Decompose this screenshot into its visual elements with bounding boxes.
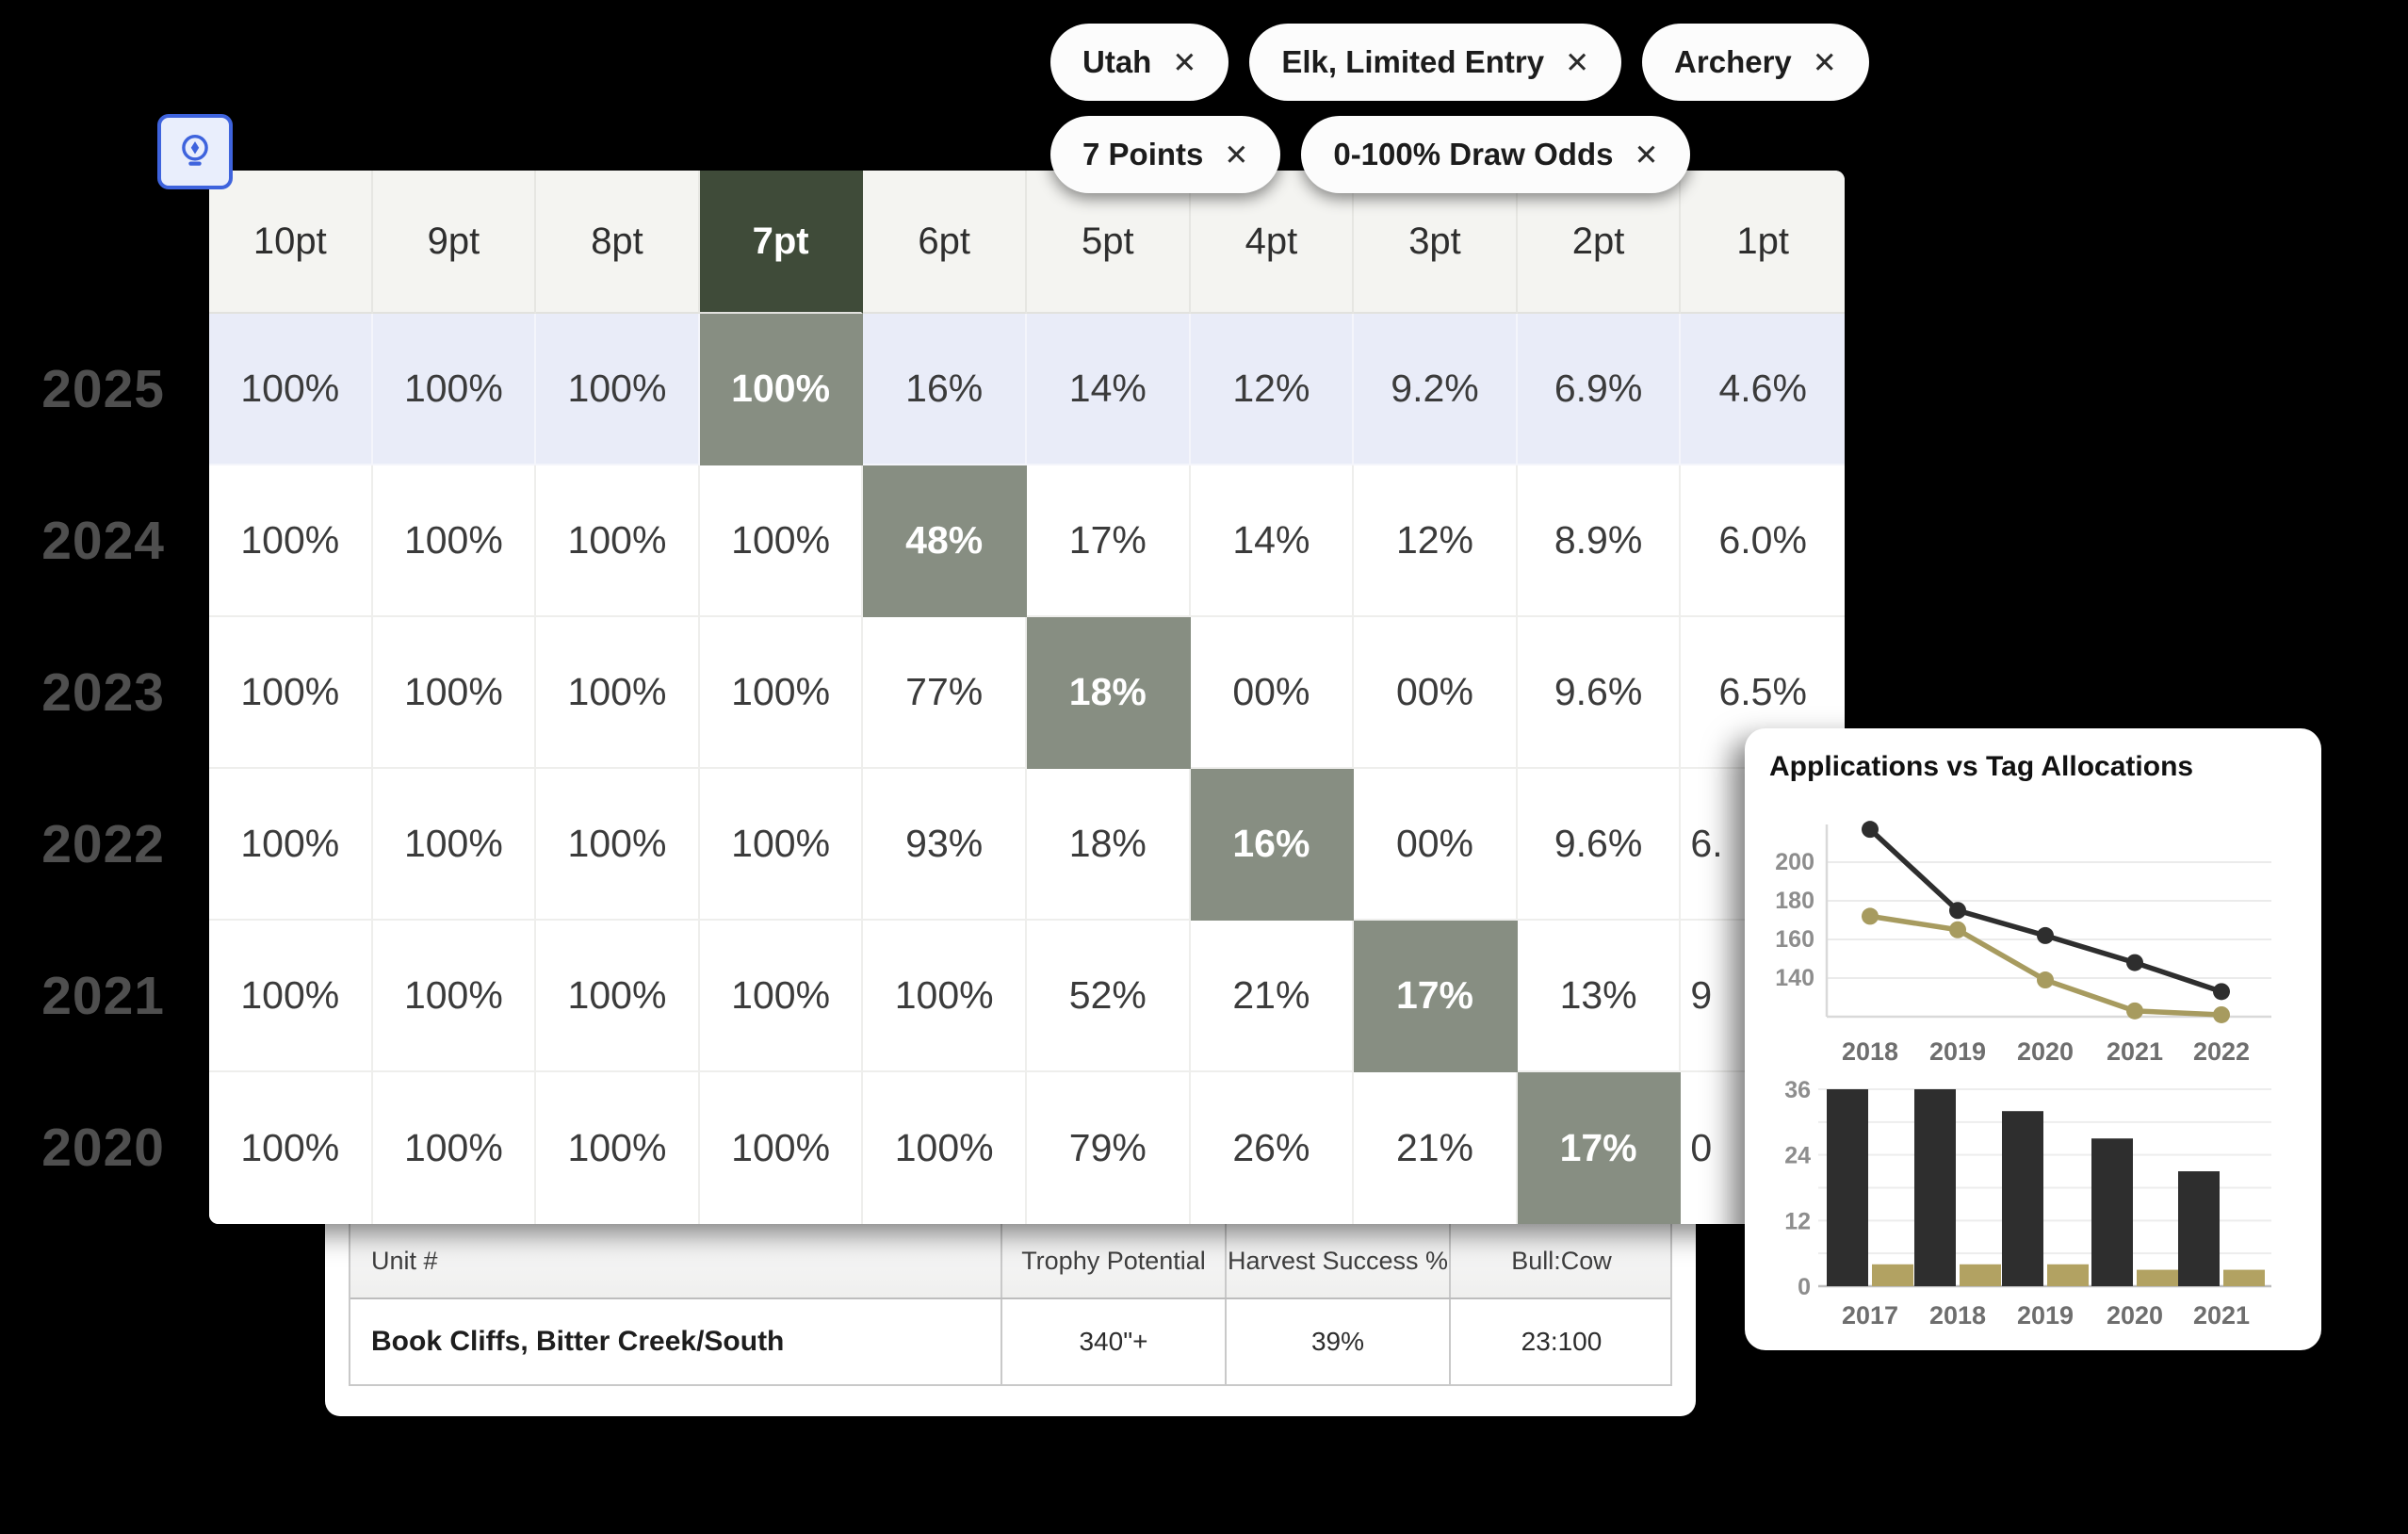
svg-text:2019: 2019 [2016, 1301, 2074, 1330]
points-column-header[interactable]: 10pt [209, 171, 373, 314]
draw-odds-cell[interactable]: 100% [209, 921, 373, 1072]
draw-odds-cell[interactable]: 100% [536, 465, 700, 617]
unit-table-cell: 340"+ [1001, 1299, 1225, 1384]
draw-odds-cell[interactable]: 00% [1354, 769, 1518, 921]
svg-text:2021: 2021 [2106, 1037, 2164, 1066]
draw-odds-cell[interactable]: 18% [1027, 769, 1191, 921]
draw-odds-cell[interactable]: 48% [863, 465, 1027, 617]
draw-odds-cell[interactable]: 93% [863, 769, 1027, 921]
insights-button[interactable] [157, 114, 233, 189]
draw-odds-cell[interactable]: 77% [863, 617, 1027, 769]
draw-odds-row [209, 465, 1845, 617]
year-label: 2020 [41, 1118, 165, 1178]
points-column-header[interactable]: 8pt [536, 171, 700, 314]
points-column-header[interactable]: 1pt [1681, 171, 1845, 314]
unit-table-column-header: Trophy Potential [1001, 1224, 1225, 1297]
draw-odds-cell[interactable]: 14% [1027, 314, 1191, 465]
draw-odds-cell[interactable]: 00% [1354, 617, 1518, 769]
draw-odds-cell[interactable]: 16% [1191, 769, 1355, 921]
points-column-header[interactable]: 9pt [373, 171, 537, 314]
draw-odds-cell[interactable]: 6.5% [1681, 617, 1845, 769]
svg-text:12: 12 [1784, 1208, 1811, 1235]
draw-odds-cell[interactable]: 6.9% [1518, 314, 1682, 465]
unit-table-cell: 23:100 [1449, 1299, 1672, 1384]
draw-odds-cell[interactable]: 18% [1027, 617, 1191, 769]
svg-text:140: 140 [1775, 965, 1814, 991]
draw-odds-row [209, 769, 1845, 921]
filter-chip[interactable] [1050, 24, 1228, 101]
svg-text:36: 36 [1784, 1076, 1811, 1103]
year-label: 2023 [41, 662, 165, 723]
unit-table-column-header: Bull:Cow [1449, 1224, 1672, 1297]
unit-table-cell: 39% [1225, 1299, 1449, 1384]
unit-table-header [350, 1224, 1670, 1299]
remove-filter-icon[interactable]: ✕ [1634, 138, 1659, 171]
draw-odds-cell[interactable]: 21% [1191, 921, 1355, 1072]
draw-odds-cell[interactable]: 100% [700, 769, 864, 921]
svg-text:2020: 2020 [2106, 1301, 2164, 1330]
draw-odds-cell[interactable]: 17% [1518, 1072, 1682, 1224]
filter-chip-label: Utah [1082, 44, 1152, 79]
filter-chip-label: Archery [1674, 44, 1792, 79]
bar-chart [1750, 1063, 2293, 1341]
filter-chip[interactable] [1249, 24, 1621, 101]
year-label: 2022 [41, 814, 165, 874]
filter-chip-label: 7 Points [1082, 137, 1204, 171]
points-column-header[interactable]: 5pt [1027, 171, 1191, 314]
filter-chip-row [1050, 24, 1869, 101]
draw-odds-cell[interactable]: 100% [373, 1072, 537, 1224]
draw-odds-cell[interactable]: 6. [1681, 769, 1845, 921]
draw-odds-cell[interactable]: 17% [1027, 465, 1191, 617]
draw-odds-cell[interactable]: 6.0% [1681, 465, 1845, 617]
draw-odds-cell[interactable]: 100% [373, 465, 537, 617]
svg-text:0: 0 [1798, 1274, 1811, 1300]
draw-odds-row [209, 1072, 1845, 1224]
svg-text:2021: 2021 [2192, 1301, 2251, 1330]
draw-odds-cell[interactable]: 100% [373, 314, 537, 465]
draw-odds-cell[interactable]: 100% [536, 314, 700, 465]
year-label: 2025 [41, 359, 165, 419]
draw-odds-cell[interactable]: 17% [1354, 921, 1518, 1072]
draw-odds-cell[interactable]: 12% [1191, 314, 1355, 465]
points-column-header[interactable]: 7pt [700, 171, 864, 314]
draw-odds-cell[interactable]: 100% [209, 314, 373, 465]
lightbulb-icon [173, 130, 217, 173]
draw-odds-cell[interactable]: 9.6% [1518, 769, 1682, 921]
draw-odds-cell[interactable]: 9.2% [1354, 314, 1518, 465]
filter-chip[interactable] [1301, 116, 1690, 193]
draw-odds-cell[interactable]: 100% [863, 1072, 1027, 1224]
filter-chip-label: Elk, Limited Entry [1281, 44, 1545, 79]
filter-chip-row [1050, 116, 1869, 193]
draw-odds-row [209, 314, 1845, 465]
svg-text:2018: 2018 [1841, 1037, 1899, 1066]
svg-text:200: 200 [1775, 849, 1814, 875]
unit-table-cell: Book Cliffs, Bitter Creek/South [371, 1326, 785, 1357]
draw-odds-cell[interactable]: 52% [1027, 921, 1191, 1072]
draw-odds-cell[interactable]: 4.6% [1681, 314, 1845, 465]
draw-odds-cell[interactable]: 00% [1191, 617, 1355, 769]
svg-text:160: 160 [1775, 926, 1814, 953]
draw-odds-cell[interactable]: 100% [700, 465, 864, 617]
draw-odds-row [209, 617, 1845, 769]
draw-odds-cell[interactable]: 100% [536, 769, 700, 921]
draw-odds-cell[interactable]: 13% [1518, 921, 1682, 1072]
svg-text:180: 180 [1775, 888, 1814, 914]
draw-odds-cell[interactable]: 12% [1354, 465, 1518, 617]
draw-odds-rows [209, 314, 1845, 1224]
unit-table [349, 1222, 1672, 1386]
draw-odds-cell[interactable]: 100% [209, 769, 373, 921]
draw-odds-cell[interactable]: 100% [209, 1072, 373, 1224]
draw-odds-cell[interactable]: 100% [536, 921, 700, 1072]
draw-odds-table [209, 171, 1845, 1224]
draw-odds-cell[interactable]: 100% [700, 617, 864, 769]
draw-odds-cell[interactable]: 9.6% [1518, 617, 1682, 769]
unit-table-column-header: Unit # [371, 1246, 438, 1275]
draw-odds-cell[interactable]: 21% [1354, 1072, 1518, 1224]
svg-text:2018: 2018 [1928, 1301, 1987, 1330]
remove-filter-icon[interactable]: ✕ [1565, 45, 1590, 79]
line-chart [1750, 787, 2293, 1098]
draw-odds-cell[interactable]: 16% [863, 314, 1027, 465]
remove-filter-icon[interactable]: ✕ [1172, 45, 1197, 79]
svg-text:2022: 2022 [2192, 1037, 2251, 1066]
draw-odds-cell[interactable]: 79% [1027, 1072, 1191, 1224]
svg-text:2019: 2019 [1928, 1037, 1987, 1066]
points-column-header[interactable]: 4pt [1191, 171, 1355, 314]
draw-odds-row [209, 921, 1845, 1072]
draw-odds-cell[interactable]: 100% [209, 465, 373, 617]
remove-filter-icon[interactable]: ✕ [1812, 45, 1837, 79]
year-label: 2024 [41, 511, 165, 571]
year-label: 2021 [41, 966, 165, 1026]
draw-odds-cell[interactable]: 9 [1681, 921, 1845, 1072]
filter-chips [1050, 24, 1869, 193]
draw-odds-cell[interactable]: 26% [1191, 1072, 1355, 1224]
remove-filter-icon[interactable]: ✕ [1224, 138, 1249, 171]
filter-chip-label: 0-100% Draw Odds [1333, 137, 1614, 171]
draw-odds-cell[interactable]: 0 [1681, 1072, 1845, 1224]
draw-odds-cell[interactable]: 100% [373, 617, 537, 769]
draw-odds-cell[interactable]: 100% [209, 617, 373, 769]
applications-chart-card [1745, 728, 2321, 1350]
draw-odds-cell[interactable]: 100% [373, 769, 537, 921]
draw-odds-cell[interactable]: 14% [1191, 465, 1355, 617]
draw-odds-cell[interactable]: 100% [863, 921, 1027, 1072]
chart-title: Applications vs Tag Allocations [1769, 751, 2194, 782]
draw-odds-cell[interactable]: 100% [373, 921, 537, 1072]
svg-text:2020: 2020 [2016, 1037, 2074, 1066]
draw-odds-cell[interactable]: 100% [700, 1072, 864, 1224]
draw-odds-cell[interactable]: 8.9% [1518, 465, 1682, 617]
points-column-header[interactable]: 6pt [863, 171, 1027, 314]
unit-table-column-header: Harvest Success % [1225, 1224, 1449, 1297]
svg-text:24: 24 [1784, 1142, 1811, 1169]
unit-table-row[interactable] [350, 1299, 1670, 1384]
filter-chip[interactable] [1050, 116, 1280, 193]
draw-odds-cell[interactable]: 100% [536, 617, 700, 769]
points-column-header[interactable]: 3pt [1354, 171, 1518, 314]
draw-odds-cell[interactable]: 100% [536, 1072, 700, 1224]
draw-odds-cell[interactable]: 100% [700, 314, 864, 465]
svg-text:2017: 2017 [1841, 1301, 1899, 1330]
draw-odds-cell[interactable]: 100% [700, 921, 864, 1072]
points-column-header[interactable]: 2pt [1518, 171, 1682, 314]
filter-chip[interactable] [1642, 24, 1869, 101]
